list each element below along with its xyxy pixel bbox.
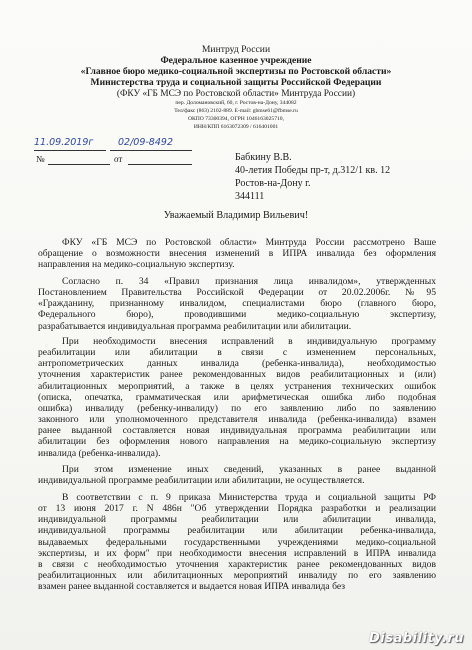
body-line: «Гражданину, признанному инвалидом, специалистами бюро (главного бюро,: [38, 298, 436, 310]
body-line: законного или уполномоченного представителя инвалида (ребенка-инвалида) взамен: [38, 414, 436, 426]
no-label: №: [36, 154, 45, 164]
body-line: выдаваемых федеральными государственными учреждениями медико-социальной: [38, 536, 436, 548]
letterhead-ministry: Минтруд России: [201, 44, 271, 55]
body-line: реабилитации или абилитации в связи с изменением персональных,: [38, 347, 436, 359]
body-line: уточнения характеристик ранее рекомендованных видов реабилитационных и (или): [38, 369, 436, 381]
body-line: антропометрических данных инвалида (ребенка-инвалида), необходимостью: [38, 358, 436, 370]
letterhead-bureau: «Главное бюро медико-социальной экспертизы по Ростовской области»: [80, 66, 392, 77]
letterhead-ministry-full: Министерства труда и социальной защиты Российской Федерации: [90, 77, 382, 88]
letterhead-short-name: (ФКУ «ГБ МСЭ по Ростовской области» Минтруда России): [116, 89, 356, 99]
body-line: инвалида (ребенка-инвалида).: [38, 447, 161, 459]
from-label: от: [114, 154, 123, 164]
no-rule: [48, 164, 110, 165]
body-line: индивидуальной программы реабилитации или абилитации ребенка-инвалида,: [38, 525, 436, 537]
from-rule: [128, 164, 192, 165]
body-line: В соответствии с п. 9 приказа Министерства труда и социальной защиты РФ: [62, 492, 436, 503]
letterhead-address: пер. Доломановский, 60, г. Ростов-на-Дону, 344082: [175, 100, 297, 106]
body-line: Постановлением Правительства Российской Федерации от 20.02.2006г. №95: [38, 287, 436, 299]
number-rule: [110, 150, 192, 151]
body-line: (описка, опечатка, грамматическая или арифметическая ошибка либо подобная: [38, 391, 436, 403]
handwritten-date: 11.09.2019г: [34, 137, 94, 148]
watermark: Disability.ru: [368, 631, 464, 646]
body-line: в связи с необходимостью уточнения характеристик ранее рекомендованных видов: [38, 558, 436, 570]
body-line: взамен ранее выданной составляется и выдается новая ИПРА инвалида без: [38, 581, 345, 593]
body-line: При этом изменение иных сведений, указанных в ранее выданной: [62, 464, 436, 475]
letterhead-contacts: Тел/факс (863) 2102-889. E-mail: gbmse61@fbmse.ru: [174, 108, 298, 114]
body-line: индивидуальной программы реабилитации или абилитации инвалида,: [38, 514, 436, 526]
body-line: ранее выданной составляется новая индивидуальная программа реабилитации или: [38, 425, 436, 437]
recipient-zip: 344111: [235, 191, 265, 202]
handwritten-number: 02/09-8492: [118, 137, 173, 148]
body-line: абилитационных мероприятий, а также в целях устранения технических ошибок: [38, 380, 436, 392]
letterhead-inn: ИНН/КПП 6163072309 / 616401001: [193, 124, 279, 130]
body-line: направления на медико-социальную экспертизу.: [38, 259, 235, 271]
greeting: Уважаемый Владимир Вильевич!: [163, 210, 309, 221]
letterhead-okpo: ОКПО 73300394, ОГРН 1046163025710,: [187, 116, 284, 122]
body-line: абилитации без оформления нового направления на медико-социальную экспертизу: [38, 436, 436, 448]
recipient-city: Ростов-на-Дону г.: [235, 178, 311, 189]
date-rule: [34, 150, 106, 151]
recipient-name: Бабкину В.В.: [235, 152, 292, 163]
body-line: ошибка) инвалиду (ребенку-инвалиду) по его заявлению либо по заявлению: [38, 402, 436, 414]
body-line: реабилитационных или абилитационных мероприятий инвалиду по его заявлению: [38, 570, 436, 582]
body-line: экспертизы, и их форм" при необходимости внесения исправлений в ИПРА инвалида: [38, 547, 436, 559]
body-line: от 13 июня 2017 г. N 486н "Об утверждении Порядка разработки и реализации: [38, 503, 436, 515]
body-line: разрабатывается индивидуальная программа реабилитации или абилитации.: [38, 320, 352, 332]
body-line: ФКУ «ГБ МСЭ по Ростовской области» Минтруда России рассмотрено Ваше: [62, 237, 436, 248]
body-line: индивидуальной программе реабилитации или абилитации, не осуществляется.: [38, 475, 365, 487]
body-line: обращение о возможности внесения изменений в ИПРА инвалида без оформления: [38, 248, 436, 260]
body-line: Федерального бюро), проводившими медико-социальную экспертизу,: [38, 309, 436, 321]
body-line: При необходимости внесения исправлений в индивидуальную программу: [62, 336, 436, 347]
body-line: Согласно п. 34 «Правил признания лица инвалидом», утвержденных: [62, 276, 436, 287]
recipient-street: 40-летия Победы пр-т, д.312/1 кв. 12: [235, 165, 391, 176]
letterhead-institution-type: Федеральное казенное учреждение: [160, 55, 312, 66]
